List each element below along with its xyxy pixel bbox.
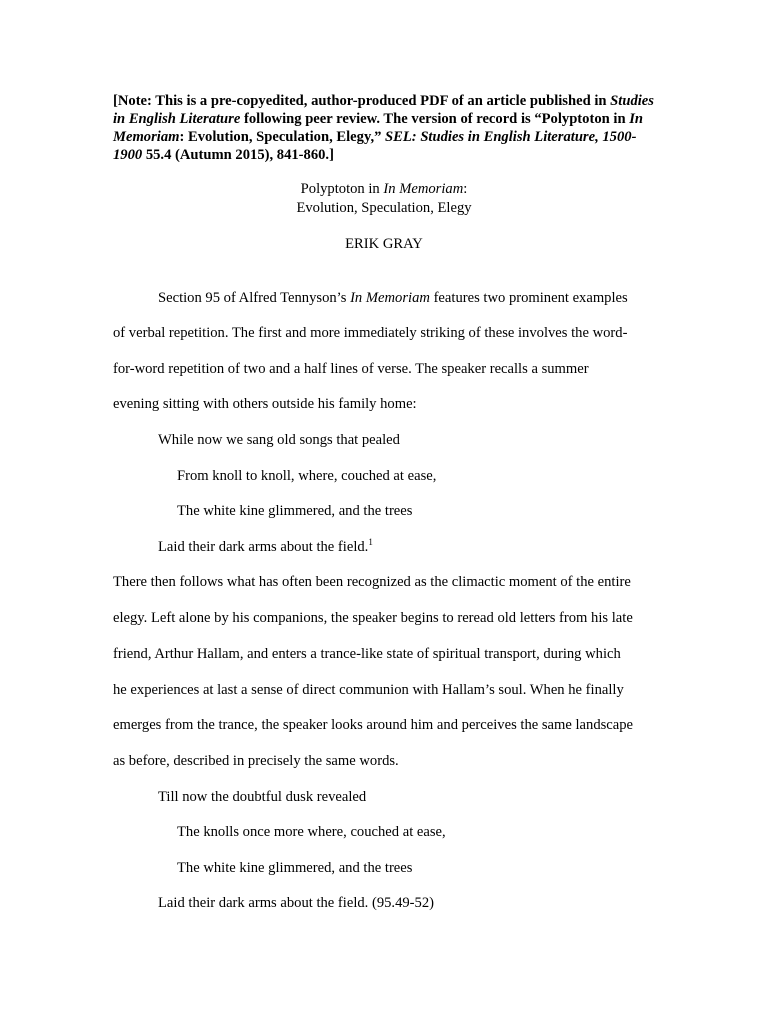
article-title (0, 180, 768, 218)
paragraph-2-line-2: elegy. Left alone by his companions, the speaker begins to reread old letters from his late (113, 610, 633, 626)
verse-1-line-3: The white kine glimmered, and the trees (177, 503, 413, 519)
note-text: following peer review. The version of record is “Polyptoton in (240, 111, 630, 127)
paragraph-2-line-4: he experiences at last a sense of direct communion with Hallam’s soul. When he finally (113, 682, 624, 698)
verse-1-line-4: Laid their dark arms about the field.$^1$ (158, 537, 373, 555)
paragraph-2-line-6: as before, described in precisely the same words. (113, 753, 399, 769)
verse-1-line-2: From knoll to knoll, where, couched at ease, (177, 468, 437, 484)
verse-2-line-3: The white kine glimmered, and the trees (177, 860, 413, 876)
note-journal-title: Studies in English Literature (113, 93, 654, 127)
note-text: 55.4 (Autumn 2015), 841-860.] (142, 147, 334, 163)
paragraph-2-line-3: friend, Arthur Hallam, and enters a trance-like state of spiritual transport, during which (113, 646, 621, 662)
publication-note (113, 92, 658, 164)
verse-2-line-4: Laid their dark arms about the field. (95.49-52) (158, 895, 434, 911)
note-poem-title: In Memoriam (113, 111, 644, 145)
note-text: [Note: This is a pre-copyedited, author-produced PDF of an article published in (113, 93, 611, 109)
title-line-2: Evolution, Speculation, Elegy (296, 200, 472, 216)
note-text: : Evolution, Speculation, Elegy,” (179, 129, 386, 145)
title-line-1: Polyptoton in In Memoriam: (300, 181, 468, 197)
paragraph-1-line-3: for-word repetition of two and a half lines of verse. The speaker recalls a summer (113, 361, 589, 377)
note-sel-title: SEL: Studies in English Literature, 1500-1900 (113, 129, 637, 163)
footnote-reference[interactable]: 1 (368, 537, 373, 547)
paragraph-1-line-2: of verbal repetition. The first and more immediately striking of these involves the word- (113, 325, 628, 341)
paragraph-1-line-1: Section 95 of Alfred Tennyson’s In Memoriam features two prominent examples (158, 290, 628, 306)
paragraph-2-line-5: emerges from the trance, the speaker looks around him and perceives the same landscape (113, 717, 634, 733)
author-name: ERIK GRAY (345, 236, 423, 252)
verse-1-line-1: While now we sang old songs that pealed (158, 432, 400, 448)
verse-2-line-1: Till now the doubtful dusk revealed (158, 789, 367, 805)
paragraph-1-line-4: evening sitting with others outside his family home: (113, 396, 417, 412)
paragraph-2-line-1: There then follows what has often been recognized as the climactic moment of the entire (113, 574, 631, 590)
verse-2-line-2: The knolls once more where, couched at ease, (177, 824, 446, 840)
